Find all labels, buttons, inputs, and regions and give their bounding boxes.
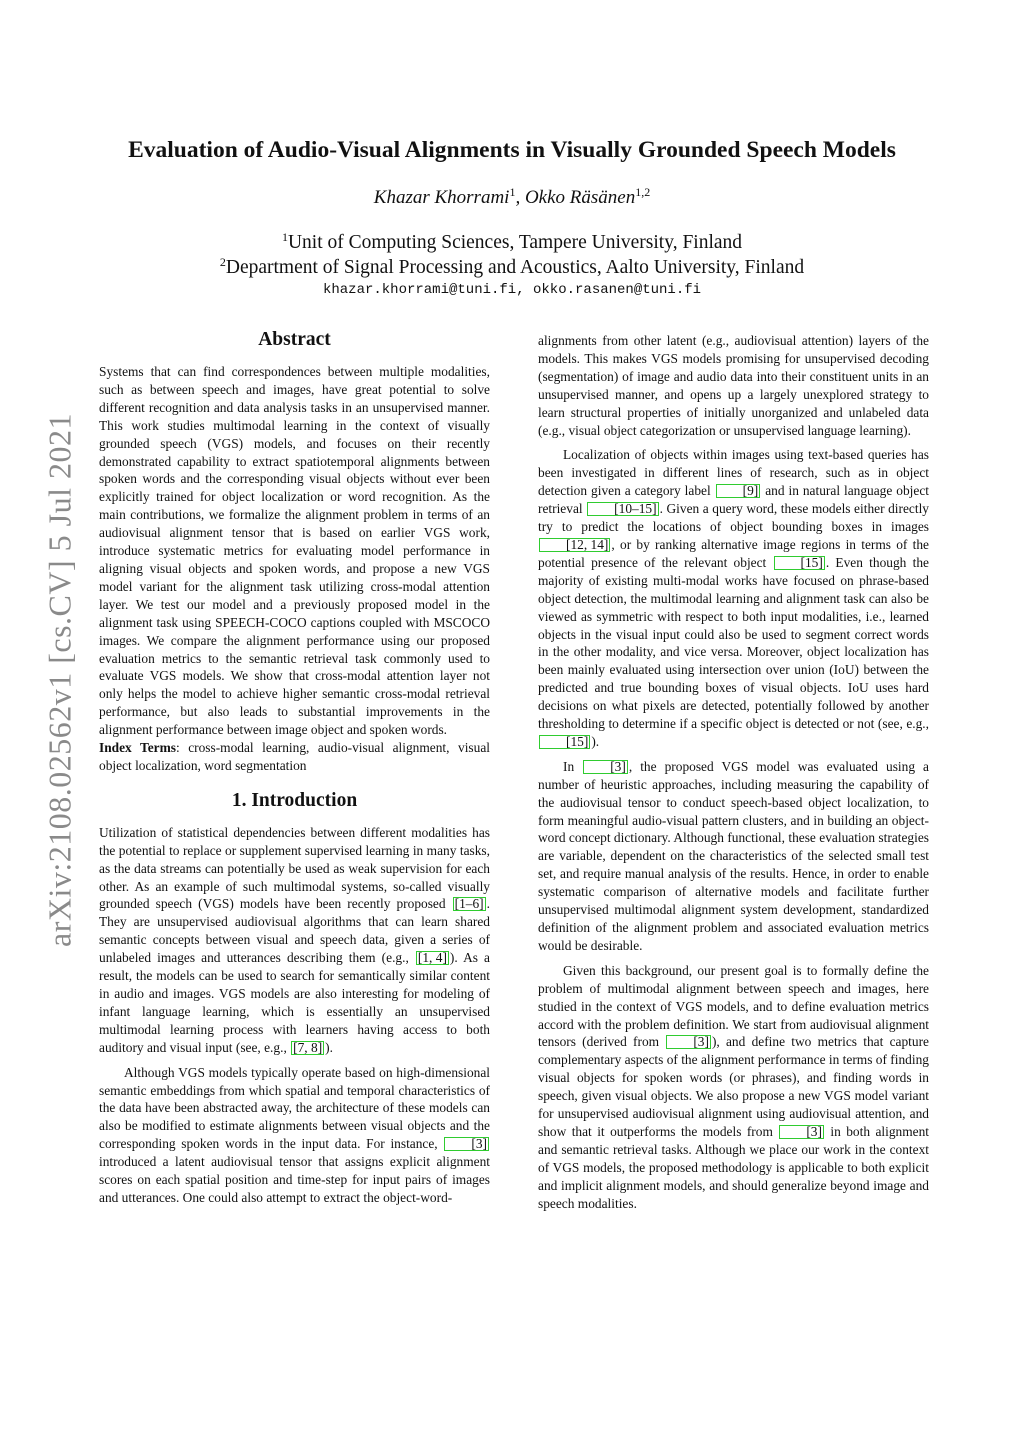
citation-link[interactable]: [3] — [666, 1035, 711, 1049]
citation-link[interactable]: [3] — [779, 1125, 824, 1139]
citation-link[interactable]: [15] — [539, 735, 590, 749]
citation-link[interactable]: [10–15] — [587, 502, 658, 516]
abstract-heading: Abstract — [258, 329, 331, 350]
affiliation-marker: 2 — [219, 255, 226, 269]
citation-link[interactable]: [15] — [774, 556, 825, 570]
citation-link[interactable]: [1, 4] — [417, 950, 447, 966]
affiliation-marker: 1 — [281, 230, 288, 244]
affiliation-text: Unit of Computing Sciences, Tampere University, Finland — [287, 232, 743, 253]
affiliation — [0, 255, 1024, 279]
index-terms-label: Index Terms — [99, 740, 176, 756]
affiliation-marker: 1,2 — [635, 185, 651, 199]
body-paragraph: Localization of objects within images using text-based queries has been investigated in different lines of research, such as in object detection given a category label [9] and in natural language object retrieval [10–15] . Given a query word, these models either directly try to predict the locations of object bounding boxes in images [12, 14] , or by ranking alternative image regions in terms of the potential presence of the relevant object [15] . Even though the majority of existing multi-modal works have focused on phrase-based object detection, the multimodal learning and alignment task can also be viewed as symmetric with respect to both input modalities, i.e., learned objects in the visual input could also be used to segment correct words in the other modality, and vice versa. Moreover, object localization has been mainly evaluated using intersection over union (IoU) between the predicted and true bounding boxes of visual objects. IoU uses hard decisions on what pixels are detected, potentially followed by another thresholding to determine if a specific object is detected or not (see, e.g., [15] ). — [538, 447, 930, 749]
affiliation-text: Department of Signal Processing and Acoustics, Aalto University, Finland — [225, 257, 805, 278]
body-paragraph: Utilization of statistical dependencies between different modalities has the potential to replace or supplement supervised learning in many tasks, as the data streams can potentially be used as weak supervision for each other. As an example of such multimodal systems, so-called visually grounded speech (VGS) models have been recently proposed [1–6] . They are unsupervised audiovisual algorithms that can learn shared semantic concepts between visual and speech data, given a series of unlabeled images and utterances describing them (e.g., [1, 4] ). As a result, the models can be used to search for semantically similar content in audio and images. VGS models are also interesting for modeling of infant language learning, which is essentially an unsupervised multimodal learning process with learners having access to both auditory and visual input (see, e.g., [7, 8] ). — [99, 824, 490, 1055]
right-column — [538, 332, 929, 1213]
intro-heading: 1. Introduction — [231, 789, 358, 811]
author-emails: khazar.khorrami@tuni.fi, okko.rasanen@tuni.fi — [322, 282, 702, 298]
left-column — [99, 328, 490, 1207]
citation-link[interactable]: [3] — [583, 760, 628, 774]
index-terms-text: : cross-modal learning, audio-visual alignment, visual object localization, word segmentation — [99, 740, 490, 773]
arxiv-id-text: arXiv:2108.02562v1 [cs.CV] 5 Jul 2021 — [41, 412, 78, 948]
paper-title: Evaluation of Audio-Visual Alignments in Visually Grounded Speech Models — [128, 137, 896, 163]
index-terms — [99, 739, 490, 775]
citation-link[interactable]: [7, 8] — [293, 1039, 323, 1055]
author-line — [0, 185, 1024, 209]
author-name: Khazar Khorrami — [373, 187, 510, 208]
body-paragraph: alignments from other latent (e.g., audiovisual attention) layers of the models. This makes VGS models promising for unsupervised decoding (segmentation) of image and audio data into their constituent units in an unsupervised manner, and opens up a largely unexplored strategy to learn structural properties of initially unorganized and unlabeled data (e.g., visual object categorization or unsupervised language learning). — [538, 333, 929, 438]
citation-link[interactable]: [9] — [716, 484, 761, 498]
citation-link[interactable]: [3] — [444, 1137, 489, 1151]
citation-link[interactable]: [12, 14] — [539, 538, 610, 552]
abstract-paragraph: Systems that can find correspondences between multiple modalities, such as between speech and images, have great potential to solve different recognition and data analysis tasks in an unsupervised manner. This work studies multimodal learning in the context of visually grounded speech (VGS) models, and focuses on their recently demonstrated capability to extract spatiotemporal alignments between spoken words and the corresponding visual objects without ever been explicitly trained for object localization or word recognition. As the main contributions, we formalize the alignment problem in terms of an audiovisual alignment tensor that is based on earlier VGS work, introduce systematic metrics for evaluating model performance in aligning visual objects and spoken words, and propose a new VGS model variant for the alignment task utilizing cross-modal attention layer. We test our model and a previously proposed model in the alignment task using SPEECH-COCO captions coupled with MSCOCO images. We compare the alignment performance using our proposed evaluation metrics to the semantic retrieval task commonly used to evaluate VGS models. We show that cross-modal attention layer not only helps the model to achieve higher semantic cross-modal retrieval performance, but also leads to substantial improvements in the alignment performance between image object and spoken words. — [99, 364, 490, 738]
author-name: Okko Räsänen — [524, 187, 636, 208]
body-paragraph: In [3] , the proposed VGS model was evaluated using a number of heuristic approaches, including measuring the capability of the audiovisual tensor to conduct speech-based object localization, to form meaningful audio-visual pattern clusters, and in building an object-word concept dictionary. Although functional, these evaluation strategies are variable, dependent on the characteristics of the selected small test set, and require manual analysis of the results. Hence, in order to enable systematic comparison of alternative models and facilitate further unsupervised multimodal alignment system development, standardized definition of the alignment problem and associated evaluation metrics would be desirable. — [538, 758, 929, 953]
affiliation-marker: 1 — [509, 185, 516, 199]
body-paragraph: Given this background, our present goal is to formally define the problem of multimodal alignment between speech and images, here studied in the context of VGS models, and to define evaluation metrics accord with the problem definition. We start from audiovisual alignment tensors (derived from [3] ), and define two metrics that capture complementary aspects of the alignment performance in terms of finding visual objects for spoken words (or phrases), and finding words in speech, given visual objects. We also propose a new VGS model variant for unsupervised audiovisual alignment using audiovisual attention, and show that it outperforms the models from [3] in both alignment and semantic retrieval tasks. Although we place our work in the context of VGS models, the proposed methodology is applicable to both explicit and implicit alignment models, and should generalize beyond image and speech modalities. — [538, 962, 929, 1211]
affiliation — [0, 230, 1024, 254]
body-paragraph: Although VGS models typically operate based on high-dimensional semantic embeddings from which spatial and temporal characteristics of the data have been abstracted away, the architecture of these models can also be modified to estimate alignments between visual objects and the corresponding spoken words in the input data. For instance, [3] introduced a latent audiovisual tensor that assigns explicit alignment scores on each spatial position and time-step for input pairs of images and utterances. One could also attempt to extract the object-word- — [99, 1064, 490, 1205]
citation-link[interactable]: [1–6] — [454, 896, 484, 912]
author-separator: , — [515, 187, 525, 208]
